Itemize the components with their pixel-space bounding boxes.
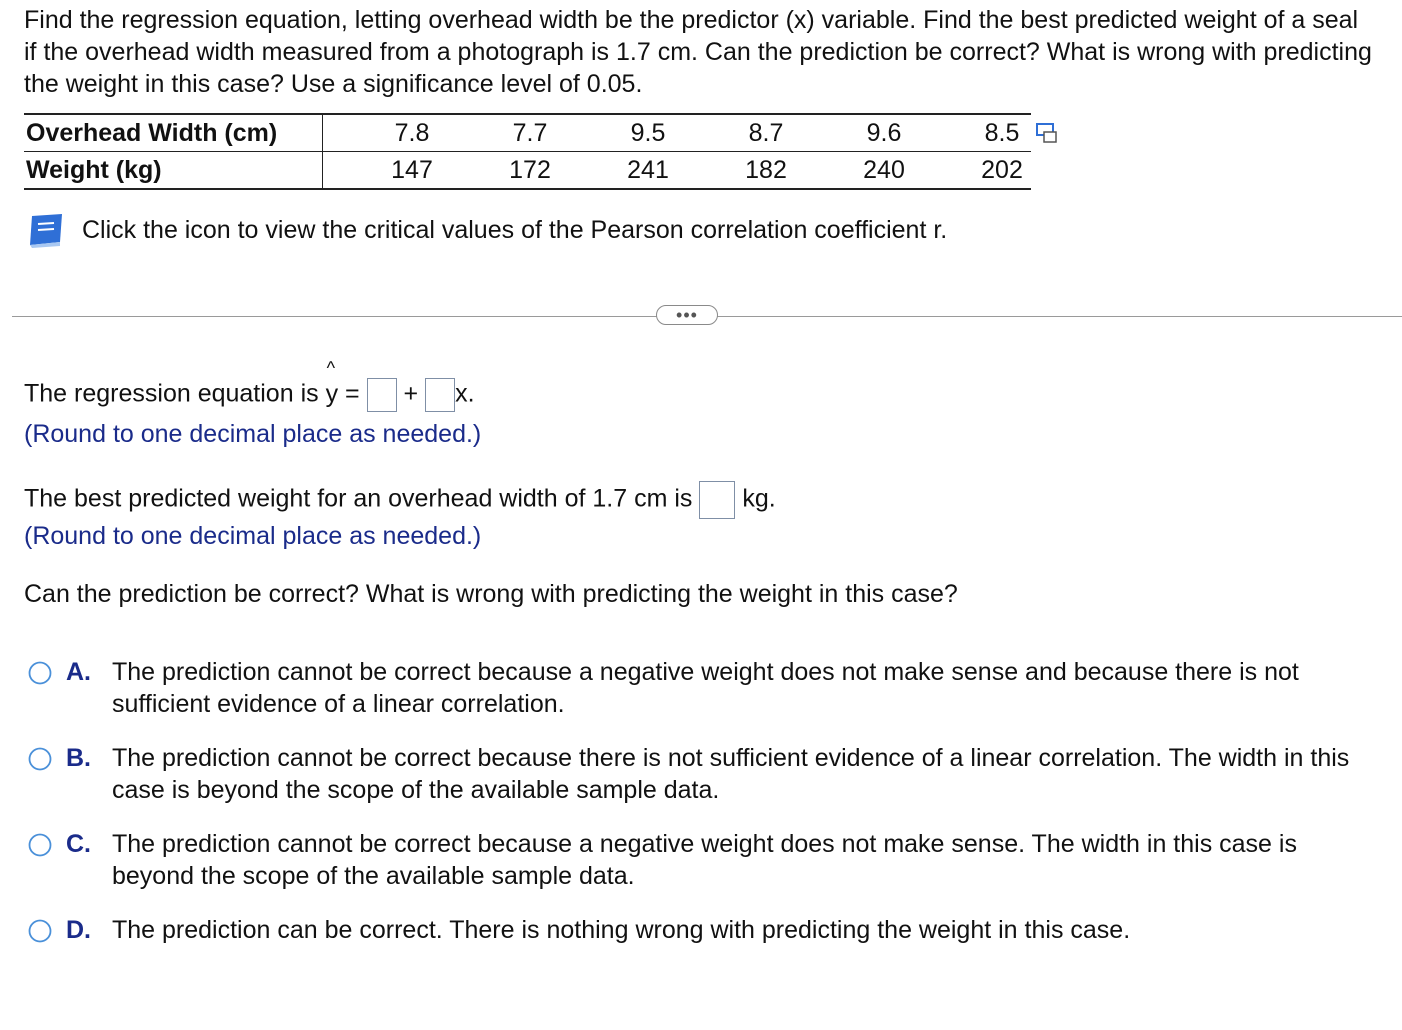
prediction-hint: (Round to one decimal place as needed.) (24, 522, 482, 550)
prediction-prefix: The best predicted weight for an overhead width of 1.7 cm is (24, 484, 693, 513)
prediction-line (24, 481, 776, 519)
prediction-suffix: kg. (742, 484, 776, 513)
table-cell: 172 (509, 155, 551, 184)
data-table (24, 113, 1031, 190)
regression-prefix: The regression equation is (24, 379, 326, 408)
book-icon[interactable] (26, 212, 68, 248)
table-cell: 7.7 (512, 118, 548, 147)
table-cell: 240 (863, 155, 905, 184)
table-row (24, 114, 1031, 152)
table-cell: 182 (745, 155, 787, 184)
x-suffix: x. (455, 379, 475, 408)
follow-up-question: Can the prediction be correct? What is wrong with predicting the weight in this case? (24, 580, 958, 608)
radio-icon[interactable] (28, 919, 52, 943)
option-text: The prediction cannot be correct because a negative weight does not make sense. The width in this case is beyond the scope of the available sample data. (112, 830, 1297, 890)
option-text: The prediction cannot be correct because a negative weight does not make sense and because there is not sufficient evidence of a linear correlation. (112, 658, 1299, 718)
option-d[interactable] (26, 914, 1376, 946)
equals-sign: = (338, 379, 360, 408)
table-cell: 241 (627, 155, 669, 184)
table-row (24, 152, 1031, 190)
row-header: Weight (kg) (24, 152, 323, 190)
help-text: Click the icon to view the critical values of the Pearson correlation coefficient r. (82, 215, 948, 244)
answer-options (26, 656, 1376, 946)
more-button[interactable]: ••• (656, 305, 718, 325)
option-text: The prediction can be correct. There is nothing wrong with predicting the weight in this case. (112, 916, 1131, 944)
option-text: The prediction cannot be correct because there is not sufficient evidence of a linear correlation. The width in this case is beyond the scope of the available sample data. (112, 744, 1350, 804)
table-cell: 7.8 (394, 118, 430, 147)
option-letter: D. (66, 916, 91, 944)
table-cell: 147 (391, 155, 433, 184)
question-text: Find the regression equation, letting overhead width be the predictor (x) variable. Find the best predicted weight of a seal if the overhead width measured from a photograph is 1.7 cm. Can the prediction be correct? What is wrong with predicting the weight in this case? Use a significance level of 0.05. (24, 6, 1372, 98)
plus-sign: + (403, 379, 419, 408)
radio-icon[interactable] (28, 833, 52, 857)
option-a[interactable] (26, 656, 1376, 718)
slope-input[interactable] (425, 378, 455, 412)
copy-icon[interactable] (1036, 123, 1058, 143)
regression-hint: (Round to one decimal place as needed.) (24, 420, 482, 448)
regression-line (24, 357, 475, 412)
option-b[interactable] (26, 742, 1376, 804)
intercept-input[interactable] (367, 378, 397, 412)
option-letter: B. (66, 744, 91, 772)
option-letter: A. (66, 658, 91, 686)
prediction-input[interactable] (699, 481, 735, 519)
table-cell: 9.6 (866, 118, 902, 147)
table-cell: 202 (981, 155, 1023, 184)
table-cell: 8.7 (748, 118, 784, 147)
hat-caret: ^ (326, 357, 336, 378)
radio-icon[interactable] (28, 661, 52, 685)
y-hat (325, 357, 339, 409)
option-c[interactable] (26, 828, 1376, 890)
table-cell: 9.5 (630, 118, 666, 147)
y-letter: y (325, 379, 339, 408)
row-header: Overhead Width (cm) (24, 114, 323, 152)
radio-icon[interactable] (28, 747, 52, 771)
option-letter: C. (66, 830, 91, 858)
table-cell: 8.5 (984, 118, 1020, 147)
help-row (26, 212, 947, 248)
